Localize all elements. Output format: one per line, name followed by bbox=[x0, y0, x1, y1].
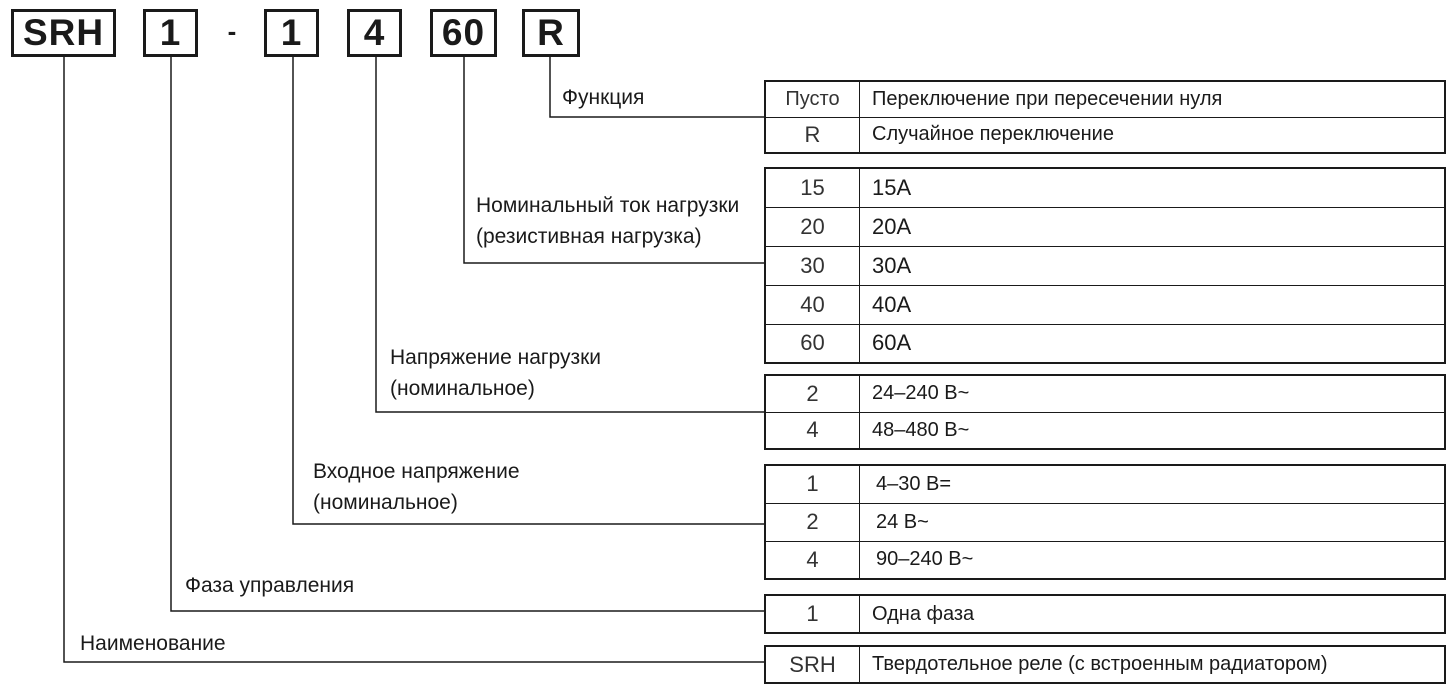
row-description: Случайное переключение bbox=[860, 117, 1446, 153]
row-description: 24–240 В~ bbox=[860, 375, 1446, 412]
row-description: 15A bbox=[860, 168, 1446, 207]
row-code: Пусто bbox=[765, 81, 860, 117]
row-code: 1 bbox=[765, 465, 860, 503]
row-code: 30 bbox=[765, 246, 860, 285]
code-box-function: R bbox=[522, 9, 580, 57]
row-description: 24 В~ bbox=[860, 503, 1446, 541]
label-control-phase: Фаза управления bbox=[185, 574, 355, 597]
label-load-voltage bbox=[390, 342, 601, 404]
row-description: 48–480 В~ bbox=[860, 412, 1446, 449]
table-row bbox=[765, 541, 1445, 579]
label-load-current-line1: Номинальный ток нагрузки bbox=[476, 194, 740, 217]
table-row bbox=[765, 285, 1445, 324]
table-row bbox=[765, 207, 1445, 246]
label-load-voltage-line1: Напряжение нагрузки bbox=[390, 346, 602, 369]
label-input-voltage-line2: (номинальное) bbox=[313, 491, 458, 514]
table-row bbox=[765, 412, 1445, 449]
code-box-load-current: 60 bbox=[430, 9, 497, 57]
table-row bbox=[765, 503, 1445, 541]
row-description: 40A bbox=[860, 285, 1446, 324]
table-row bbox=[765, 375, 1445, 412]
row-description: 30A bbox=[860, 246, 1446, 285]
table-row bbox=[765, 595, 1445, 633]
code-box-load-voltage: 4 bbox=[347, 9, 402, 57]
row-description: 60A bbox=[860, 324, 1446, 363]
row-description: Переключение при пересечении нуля bbox=[860, 81, 1446, 117]
code-box-name: SRH bbox=[11, 9, 116, 57]
row-code: 20 bbox=[765, 207, 860, 246]
code-separator: - bbox=[227, 16, 237, 46]
row-description: 4–30 В= bbox=[860, 465, 1446, 503]
row-description: 90–240 В~ bbox=[860, 541, 1446, 579]
label-load-current-line2: (резистивная нагрузка) bbox=[476, 225, 702, 248]
row-code: 2 bbox=[765, 375, 860, 412]
table-input-voltage bbox=[764, 464, 1446, 580]
table-control-phase bbox=[764, 594, 1446, 634]
table-row bbox=[765, 246, 1445, 285]
row-code: 15 bbox=[765, 168, 860, 207]
row-code: 2 bbox=[765, 503, 860, 541]
row-code: 4 bbox=[765, 412, 860, 449]
table-load-current bbox=[764, 167, 1446, 364]
row-code: 60 bbox=[765, 324, 860, 363]
code-box-input-voltage: 1 bbox=[264, 9, 319, 57]
row-description: 20A bbox=[860, 207, 1446, 246]
table-function bbox=[764, 80, 1446, 154]
row-code: 4 bbox=[765, 541, 860, 579]
table-row bbox=[765, 81, 1445, 117]
table-name bbox=[764, 645, 1446, 684]
table-row bbox=[765, 168, 1445, 207]
label-name: Наименование bbox=[80, 632, 226, 655]
connector-input-voltage bbox=[293, 57, 766, 524]
row-code: 1 bbox=[765, 595, 860, 633]
label-load-current bbox=[476, 190, 739, 252]
table-row bbox=[765, 324, 1445, 363]
row-code: R bbox=[765, 117, 860, 153]
label-input-voltage-line1: Входное напряжение bbox=[313, 460, 520, 483]
table-row bbox=[765, 117, 1445, 153]
row-code: SRH bbox=[765, 646, 860, 683]
label-load-voltage-line2: (номинальное) bbox=[390, 377, 535, 400]
table-row bbox=[765, 646, 1445, 683]
table-load-voltage bbox=[764, 374, 1446, 450]
label-input-voltage bbox=[313, 456, 520, 518]
row-description: Твердотельное реле (с встроенным радиатором) bbox=[860, 646, 1446, 683]
label-function: Функция bbox=[562, 86, 645, 109]
code-box-control-phase: 1 bbox=[143, 9, 198, 57]
table-row bbox=[765, 465, 1445, 503]
row-description: Одна фаза bbox=[860, 595, 1446, 633]
connector-control-phase bbox=[171, 57, 766, 611]
row-code: 40 bbox=[765, 285, 860, 324]
